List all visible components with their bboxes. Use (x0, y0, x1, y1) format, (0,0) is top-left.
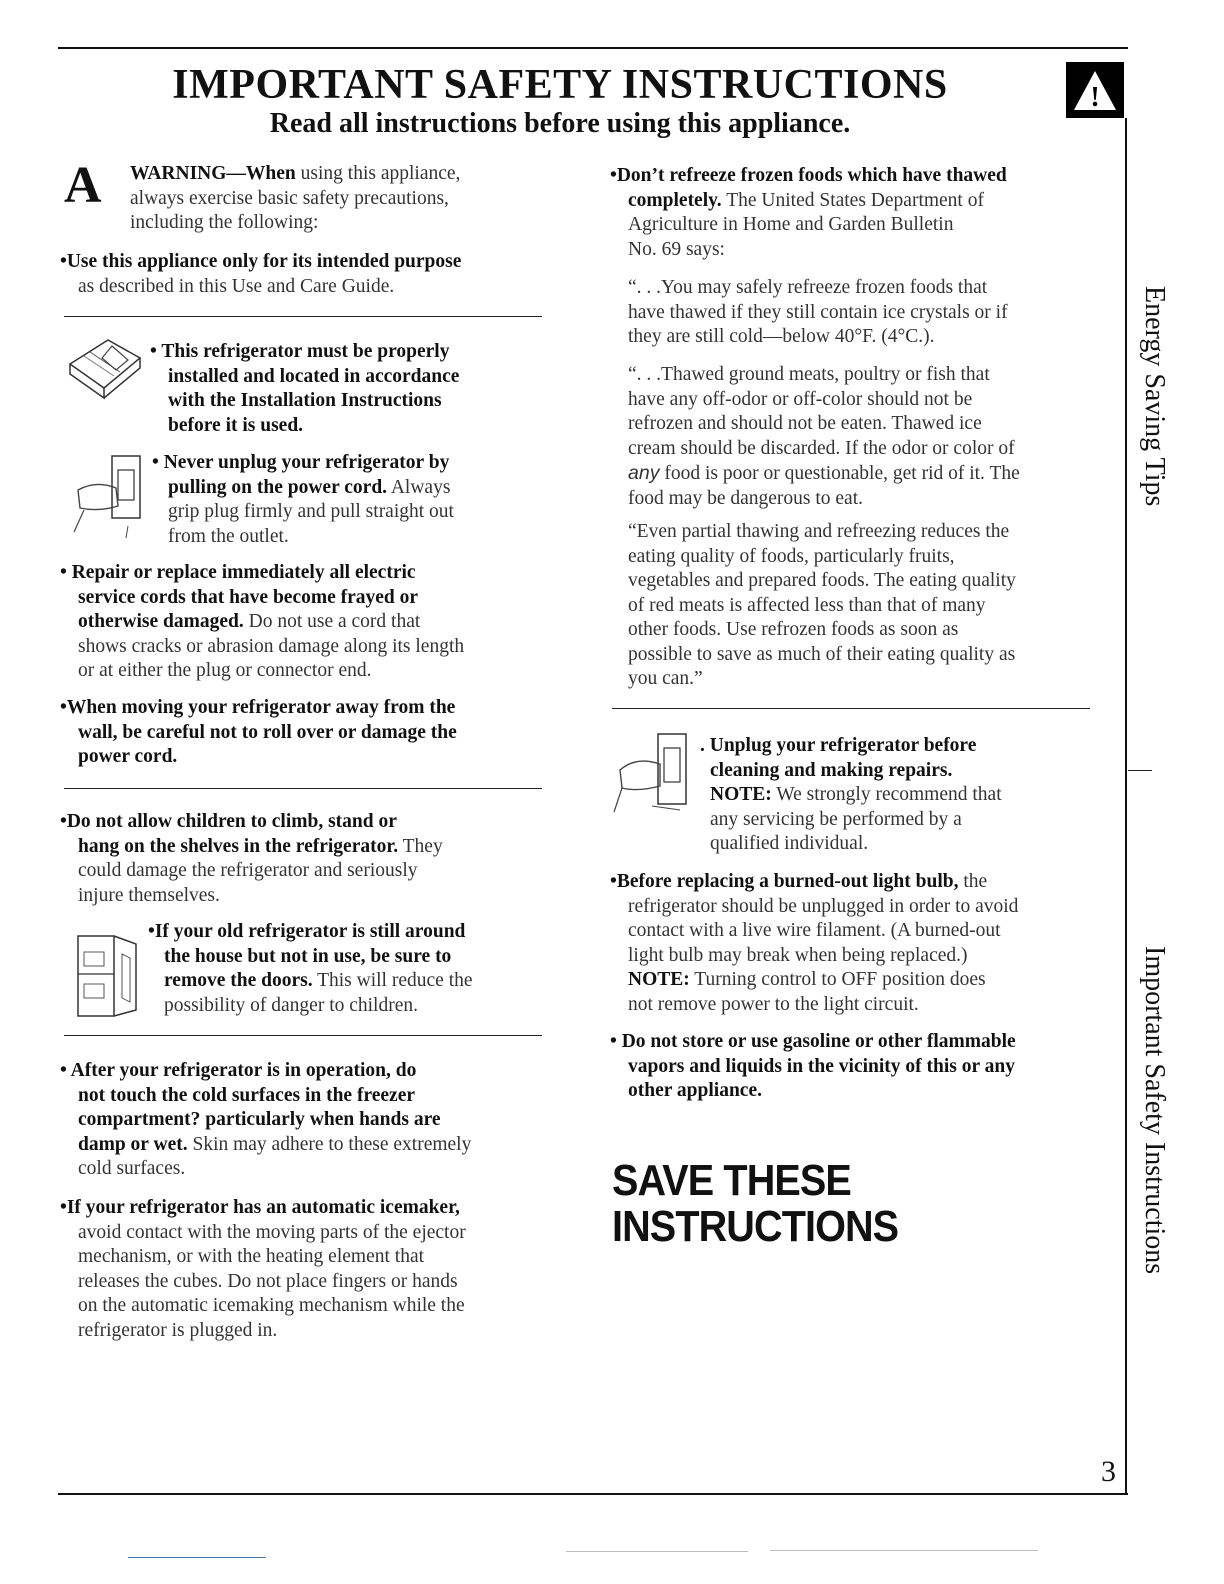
right-border-line (1125, 118, 1127, 1493)
scan-line (566, 1551, 748, 1552)
unplug-hand-icon (612, 728, 694, 829)
page-title: IMPORTANT SAFETY INSTRUCTIONS (172, 62, 948, 108)
light-bulb-item: •Before replacing a burned-out light bulb, the refrigerator should be unplugged in order to avoid contact with a live wire filament. (A burned-out light bulb may break when being replaced.) NOTE: Turning control to OFF position does not remove power to the light circuit. (610, 871, 1019, 1015)
warning-paragraph: WARNING—When using this appliance, always exercise basic safety precautions, including the following: (130, 163, 461, 233)
children-item: •Do not allow children to climb, stand or hang on the shelves in the refrigerator. They could damage the refrigerator and seriously injure themselves. (60, 811, 443, 906)
repair-item: • Repair or replace immediately all electric service cords that have become frayed or otherwise damaged. Do not use a cord that shows cracks or abrasion damage along its length or at either the plug or connector end. (60, 562, 465, 681)
bottom-rule (58, 1493, 1128, 1495)
scan-line (770, 1550, 1038, 1551)
scan-line (128, 1557, 266, 1558)
old-refrigerator-item: •If your old refrigerator is still around the house but not in use, be sure to remove the doors. This will reduce the possibility of danger to children. (148, 921, 473, 1016)
page-number: 3 (1101, 1455, 1116, 1488)
warning-badge (1066, 62, 1124, 118)
usda-quote-3: “Even partial thawing and refreezing reduces the eating quality of foods, particularly fruits, vegetables and prepared foods. The eating quality of red meats is affected less than that of many other foods. Use refrozen foods as soon as possible to save as much of their eating quality as you can.” (628, 521, 1016, 689)
book-icon (64, 336, 146, 413)
plug-outlet-icon (70, 450, 150, 547)
top-rule (58, 47, 1128, 49)
side-tab-separator (1128, 770, 1152, 771)
unplug-cleaning-item: . Unplug your refrigerator before cleaning and making repairs. NOTE: We strongly recommend that any servicing be performed by a qualified individual. (700, 735, 1002, 854)
install-item: • This refrigerator must be properly installed and located in accordance with the Installation Instructions before it is used. (150, 341, 460, 436)
side-tab-energy-saving-tips[interactable]: Energy Saving Tips (1139, 286, 1170, 507)
unplug-item: • Never unplug your refrigerator by pulling on the power cord. Always grip plug firmly and pull straight out from the outlet. (152, 452, 454, 547)
side-tab-important-safety-instructions[interactable]: Important Safety Instructions (1139, 946, 1170, 1275)
use-purpose-item: •Use this appliance only for its intended purpose as described in this Use and Care Guide. (60, 251, 462, 297)
divider (64, 316, 542, 317)
divider (64, 1035, 542, 1036)
divider (64, 788, 542, 789)
warning-triangle-icon (1066, 62, 1124, 118)
page-subtitle: Read all instructions before using this appliance. (269, 108, 851, 139)
usda-quote-2: “. . .Thawed ground meats, poultry or fish that have any off-odor or off-color should not be refrozen and should not be eaten. Thawed ice cream should be discarded. If the odor or color of any food is poor or questionable, get rid of it. The food may be dangerous to eat. (628, 364, 1020, 509)
usda-quote-1: “. . .You may safely refreeze frozen foods that have thawed if they still contain ice crystals or if they are still cold—below 40°F. (4°C.). (628, 277, 1008, 347)
divider (612, 708, 1090, 709)
gasoline-item: • Do not store or use gasoline or other flammable vapors and liquids in the vicinity of this or any other appliance. (610, 1031, 1016, 1101)
refreeze-item: •Don’t refreeze frozen foods which have thawed completely. The United States Department of Agriculture in Home and Garden Bulletin No. 69 says: (610, 165, 1007, 260)
svg-text:!: ! (1090, 82, 1100, 113)
icemaker-item: •If your refrigerator has an automatic icemaker, avoid contact with the moving parts of the ejector mechanism, or with the heating element that releases the cubes. Do not place fingers or hands on the automatic icemaking mechanism while the refrigerator is plugged in. (60, 1197, 466, 1341)
save-instructions-heading: SAVE THESE INSTRUCTIONS (612, 1156, 899, 1251)
warning-letter: A (64, 157, 102, 214)
cold-surfaces-item: • After your refrigerator is in operation, do not touch the cold surfaces in the freezer compartment? particularly when hands are damp or wet. Skin may adhere to these extremely cold surfaces. (60, 1060, 472, 1179)
refrigerator-icon (74, 928, 144, 1025)
moving-item: •When moving your refrigerator away from the wall, be careful not to roll over or damage the power cord. (60, 697, 457, 767)
